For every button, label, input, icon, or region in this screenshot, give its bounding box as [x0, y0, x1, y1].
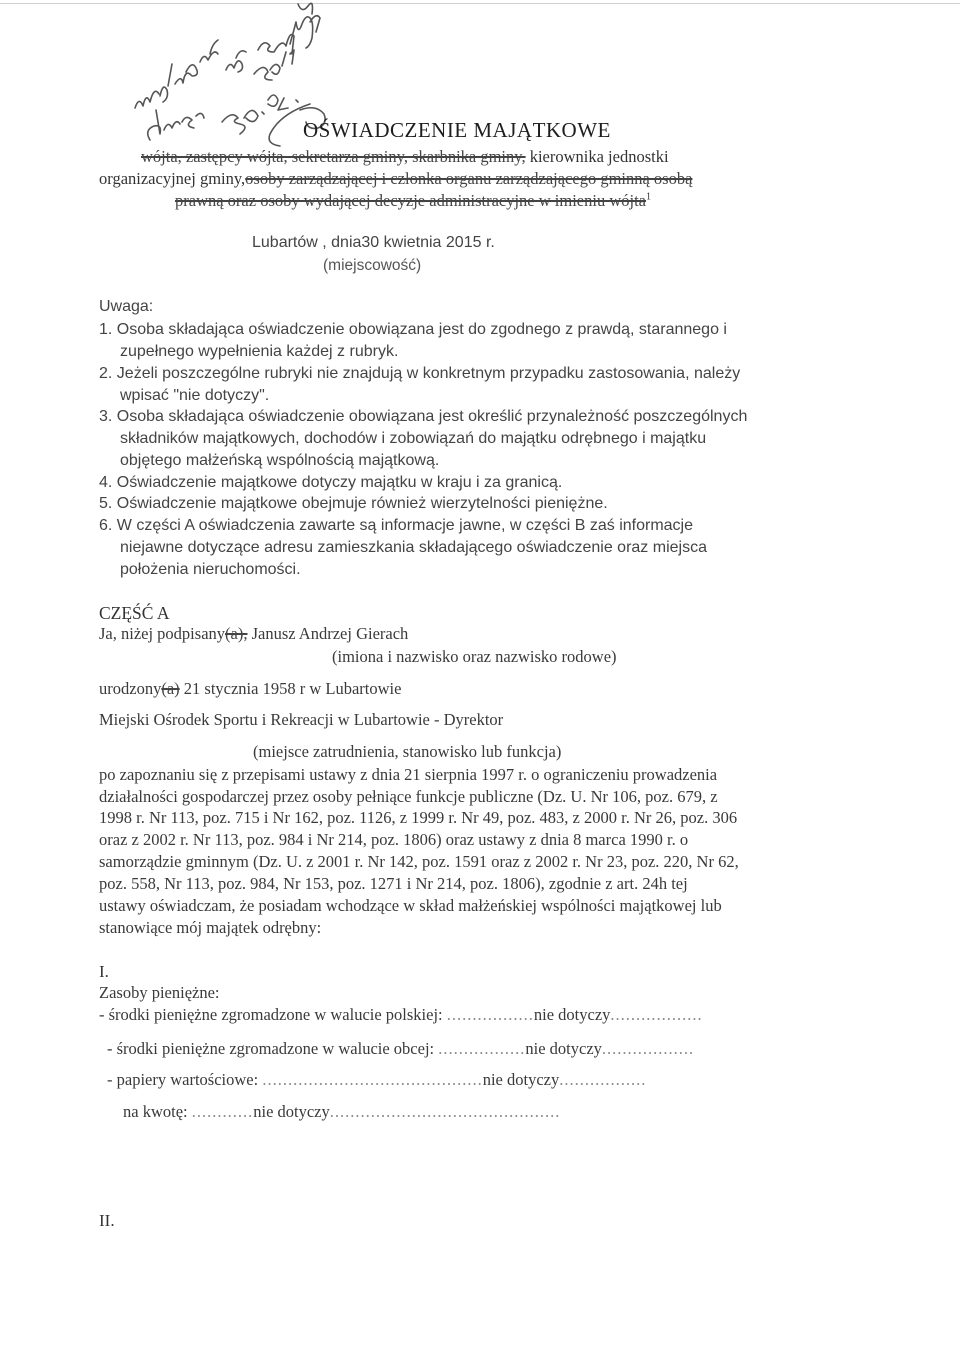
header-struck-text: wójta, zastępcy wójta, sekretarza gminy, skarbnika gminy,: [141, 147, 526, 166]
section-1-heading: I.: [99, 962, 109, 981]
note-line: 4. Oświadczenie majątkowe dotyczy majątku w kraju i za granicą.: [99, 474, 563, 491]
note-line: 1. Osoba składająca oświadczenie obowiązana jest do zgodnego z prawdą, starannego i: [99, 321, 727, 338]
dot-leader: ..................: [601, 1039, 695, 1058]
dot-leader: ...........................................: [262, 1070, 483, 1089]
name-caption: (imiona i nazwisko oraz nazwisko rodowe): [332, 647, 617, 666]
note-line: składników majątkowych, dochodów i zobowiązań do majątku odrębnego i majątku: [120, 430, 707, 447]
legal-line: oraz z 2002 r. Nr 113, poz. 984 i Nr 214, poz. 1806) oraz ustawy z dnia 8 marca 1990 r. o: [99, 830, 689, 849]
header-line-3: [175, 191, 651, 211]
item-label: na kwotę:: [123, 1102, 192, 1121]
note-line: objętego małżeńską wspólnością majątkową.: [120, 452, 440, 469]
born-prefix: urodzony: [99, 679, 162, 698]
born-line: [99, 679, 401, 699]
part-a-heading: CZĘŚĆ A: [99, 603, 170, 623]
legal-line: po zapoznaniu się z przepisami ustawy z dnia 21 sierpnia 1997 r. o ograniczeniu prowadzenia: [99, 765, 718, 784]
legal-line: samorządzie gminnym (Dz. U. z 2001 r. Nr 142, poz. 1591 oraz z 2002 r. Nr 23, poz. 220, Nr 62,: [99, 852, 739, 871]
item-label: - środki pieniężne zgromadzone w walucie obcej:: [107, 1039, 439, 1058]
header-struck-text: prawną oraz osoby wydającej decyzje administracyjne w imieniu wójta: [175, 191, 646, 210]
legal-line: ustawy oświadczam, że posiadam wchodzące w skład małżeńskiej wspólności majątkowej lub: [99, 896, 722, 915]
note-line: niejawne dotyczące adresu zamieszkania składającego oświadczenie oraz miejsca: [120, 539, 707, 556]
dot-leader: ............: [191, 1102, 254, 1121]
money-item: [107, 1039, 694, 1059]
header-plain-text: organizacyjnej gminy,: [99, 169, 246, 188]
legal-line: stanowiące mój majątek odrębny:: [99, 918, 322, 937]
header-plain-text: kierownika jednostki: [529, 147, 669, 166]
signed-name: Janusz Andrzej Gierach: [247, 624, 409, 643]
signed-struck: (a),: [225, 624, 248, 643]
dot-leader: .................: [559, 1070, 647, 1089]
notes-heading: Uwaga:: [99, 298, 154, 315]
employment: Miejski Ośrodek Sportu i Rekreacji w Lubartowie - Dyrektor: [99, 710, 504, 729]
legal-line: działalności gospodarczej przez osoby pełniące funkcje publiczne (Dz. U. Nr 106, poz. 679, z: [99, 787, 718, 806]
legal-line: poz. 558, Nr 113, poz. 984, Nr 153, poz. 1271 i Nr 214, poz. 1806), zgodnie z art. 24h tej: [99, 874, 688, 893]
dot-leader: .............................................: [329, 1102, 561, 1121]
header-line-2: [99, 169, 692, 189]
item-value: nie dotyczy: [253, 1102, 330, 1121]
place-caption: (miejscowość): [323, 257, 422, 274]
born-struck: (a): [161, 679, 180, 698]
dot-leader: ..................: [610, 1005, 703, 1024]
header-line-1: [141, 147, 669, 167]
item-value: nie dotyczy: [482, 1070, 560, 1089]
note-line: 2. Jeżeli poszczególne rubryki nie znajdują w konkretnym przypadku zastosowania, należy: [99, 365, 741, 382]
signed-line: [99, 624, 408, 644]
note-line: 6. W części A oświadczenia zawarte są informacje jawne, w części B zaś informacje: [99, 517, 694, 534]
born-value: 21 stycznia 1958 r w Lubartowie: [179, 679, 402, 698]
money-item: [123, 1102, 560, 1122]
item-label: - papiery wartościowe:: [107, 1070, 263, 1089]
header-struck-text: osoby zarządzającej i członka organu zarządzającego gminną osobą: [245, 169, 693, 188]
item-label: - środki pieniężne zgromadzone w walucie polskiej:: [99, 1005, 447, 1024]
section-2-heading: II.: [99, 1211, 115, 1230]
place-date: Lubartów , dnia30 kwietnia 2015 r.: [252, 234, 495, 251]
note-line: wpisać "nie dotyczy".: [120, 387, 270, 404]
note-line: zupełnego wypełnienia każdej z rubryk.: [120, 343, 399, 360]
item-value: nie dotyczy: [525, 1039, 602, 1058]
footnote-mark: 1: [646, 191, 651, 203]
document-title: OŚWIADCZENIE MAJĄTKOWE: [303, 118, 611, 142]
item-value: nie dotyczy: [533, 1005, 611, 1024]
legal-line: 1998 r. Nr 113, poz. 715 i Nr 162, poz. 1126, z 1999 r. Nr 49, poz. 483, z 2000 r. Nr 26, poz. 306: [99, 808, 738, 827]
employment-caption: (miejsce zatrudnienia, stanowisko lub funkcja): [253, 742, 562, 761]
money-item: [107, 1070, 646, 1090]
signed-prefix: Ja, niżej podpisany: [99, 624, 226, 643]
note-line: 3. Osoba składająca oświadczenie obowiązana jest określić przynależność poszczególnych: [99, 408, 748, 425]
note-line: 5. Oświadczenie majątkowe obejmuje również wierzytelności pieniężne.: [99, 495, 608, 512]
dot-leader: .................: [446, 1005, 534, 1024]
section-1-subheading: Zasoby pieniężne:: [99, 983, 220, 1002]
dot-leader: .................: [438, 1039, 526, 1058]
money-item: [99, 1005, 703, 1025]
note-line: położenia nieruchomości.: [120, 561, 301, 578]
